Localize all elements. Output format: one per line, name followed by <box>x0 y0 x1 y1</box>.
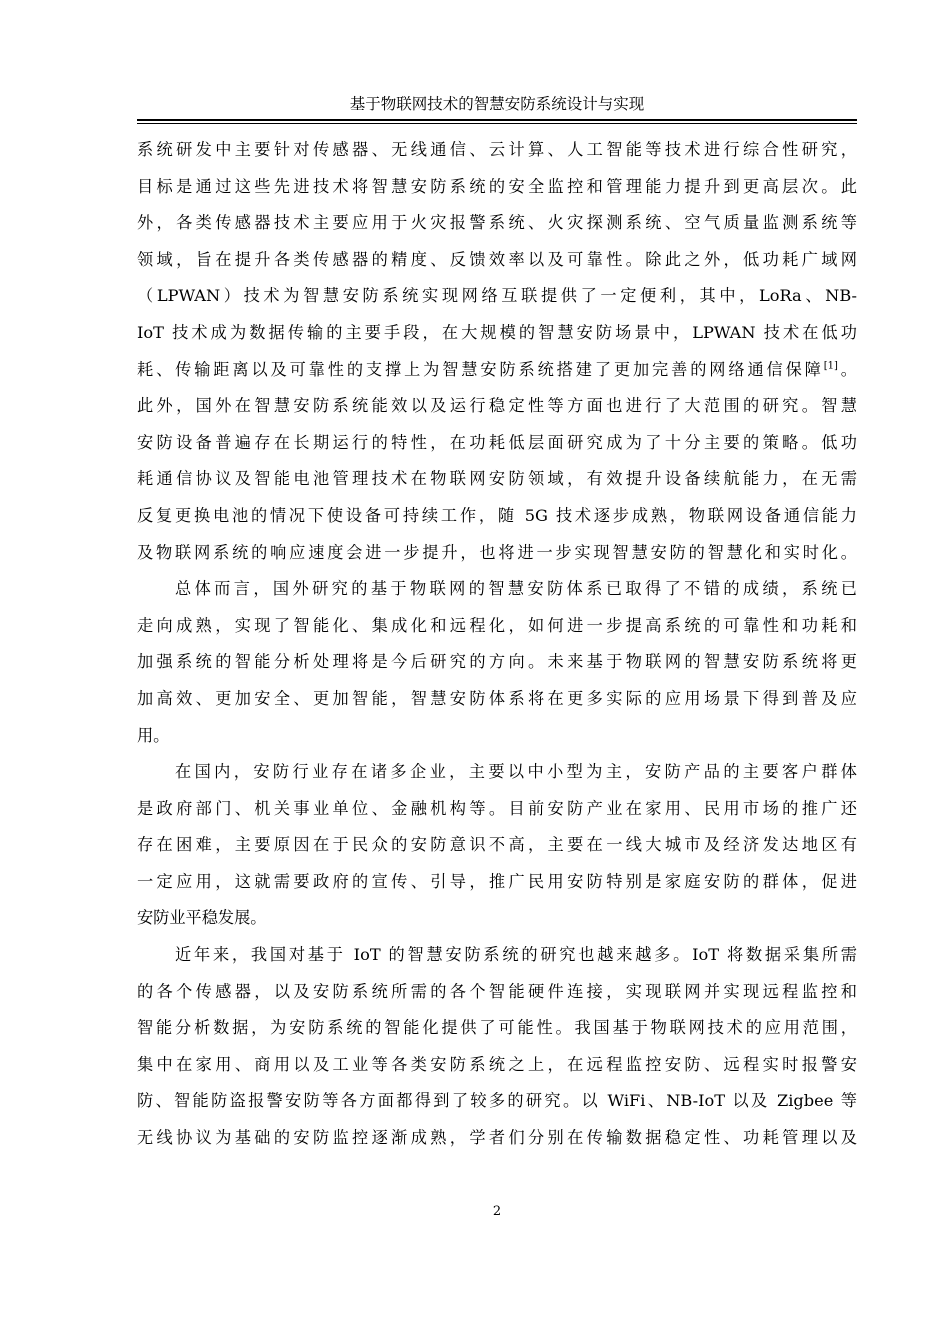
text-line: 存在困难，主要原因在于民众的安防意识不高，主要在一线大城市及经济发达地区有 <box>137 835 857 855</box>
text-line: 加强系统的智能分析处理将是今后研究的方向。未来基于物联网的智慧安防系统将更 <box>137 652 857 672</box>
paragraph-first-line: 近年来，我国对基于 IoT 的智慧安防系统的研究也越来越多。IoT 将数据采集所需 <box>175 945 857 965</box>
text-line: 一定应用，这就需要政府的宣传、引导，推广民用安防特别是家庭安防的群体，促进 <box>137 871 857 891</box>
text-line: 领域，旨在提升各类传感器的精度、反馈效率以及可靠性。除此之外，低功耗广域网 <box>137 249 857 269</box>
text-line: 集中在家用、商用以及工业等各类安防系统之上，在远程监控安防、远程实时报警安 <box>137 1054 857 1074</box>
text-line: 的各个传感器，以及安防系统所需的各个智能硬件连接，实现联网并实现远程监控和 <box>137 981 857 1001</box>
body-text <box>137 132 857 1157</box>
text-line-with-citation <box>137 352 857 389</box>
text-line: 耗通信协议及智能电池管理技术在物联网安防领域，有效提升设备续航能力，在无需 <box>137 469 857 489</box>
header-rule-thick <box>137 119 857 121</box>
paragraph-first-line: 在国内，安防行业存在诸多企业，主要以中小型为主，安防产品的主要客户群体 <box>175 762 857 782</box>
text-line: 加高效、更加安全、更加智能，智慧安防体系将在更多实际的应用场景下得到普及应 <box>137 688 857 708</box>
text-line: 系统研发中主要针对传感器、无线通信、云计算、人工智能等技术进行综合性研究， <box>137 140 857 159</box>
text-line: 外，各类传感器技术主要应用于火灾报警系统、火灾探测系统、空气质量监测系统等 <box>137 213 857 233</box>
running-header: 基于物联网技术的智慧安防系统设计与实现 <box>349 95 645 113</box>
text-line: 无线协议为基础的安防监控逐渐成熟，学者们分别在传输数据稳定性、功耗管理以及 <box>137 1128 857 1148</box>
page-number: 2 <box>492 1204 502 1219</box>
citation-tail: 。 <box>837 359 857 379</box>
text-line: 走向成熟，实现了智能化、集成化和远程化，如何进一步提高系统的可靠性和功耗和 <box>137 615 857 635</box>
citation-marker: [1] <box>823 360 838 372</box>
paragraph-first-line: 总体而言，国外研究的基于物联网的智慧安防体系已取得了不错的成绩，系统已 <box>175 579 857 599</box>
text-line-content: 耗、传输距离以及可靠性的支撑上为智慧安防系统搭建了更加完善的网络通信保障 <box>137 359 824 379</box>
text-line: 防、智能防盗报警安防等各方面都得到了较多的研究。以 WiFi、NB-IoT 以及 Zigbee 等 <box>137 1091 857 1111</box>
text-line: IoT 技术成为数据传输的主要手段，在大规模的智慧安防场景中，LPWAN 技术在低功 <box>137 322 857 342</box>
paragraph-last-line: 用。 <box>137 725 170 745</box>
text-line: 智能分析数据，为安防系统的智能化提供了可能性。我国基于物联网技术的应用范围， <box>137 1018 857 1038</box>
text-line: 反复更换电池的情况下使设备可持续工作，随 5G 技术逐步成熟，物联网设备通信能力 <box>137 505 857 525</box>
text-line: （LPWAN）技术为智慧安防系统实现网络互联提供了一定便利，其中，LoRa、NB- <box>137 286 857 306</box>
text-line: 安防设备普遍存在长期运行的特性，在功耗低层面研究成为了十分主要的策略。低功 <box>137 432 857 452</box>
text-line: 及物联网系统的响应速度会进一步提升，也将进一步实现智慧安防的智慧化和实时化。 <box>137 542 857 562</box>
text-line: 此外，国外在智慧安防系统能效以及运行稳定性等方面也进行了大范围的研究。智慧 <box>137 396 857 416</box>
paragraph-last-line: 安防业平稳发展。 <box>137 908 267 928</box>
text-line: 目标是通过这些先进技术将智慧安防系统的安全监控和管理能力提升到更高层次。此 <box>137 176 857 196</box>
header-rule-thin <box>137 123 857 124</box>
text-line: 是政府部门、机关事业单位、金融机构等。目前安防产业在家用、民用市场的推广还 <box>137 798 857 818</box>
